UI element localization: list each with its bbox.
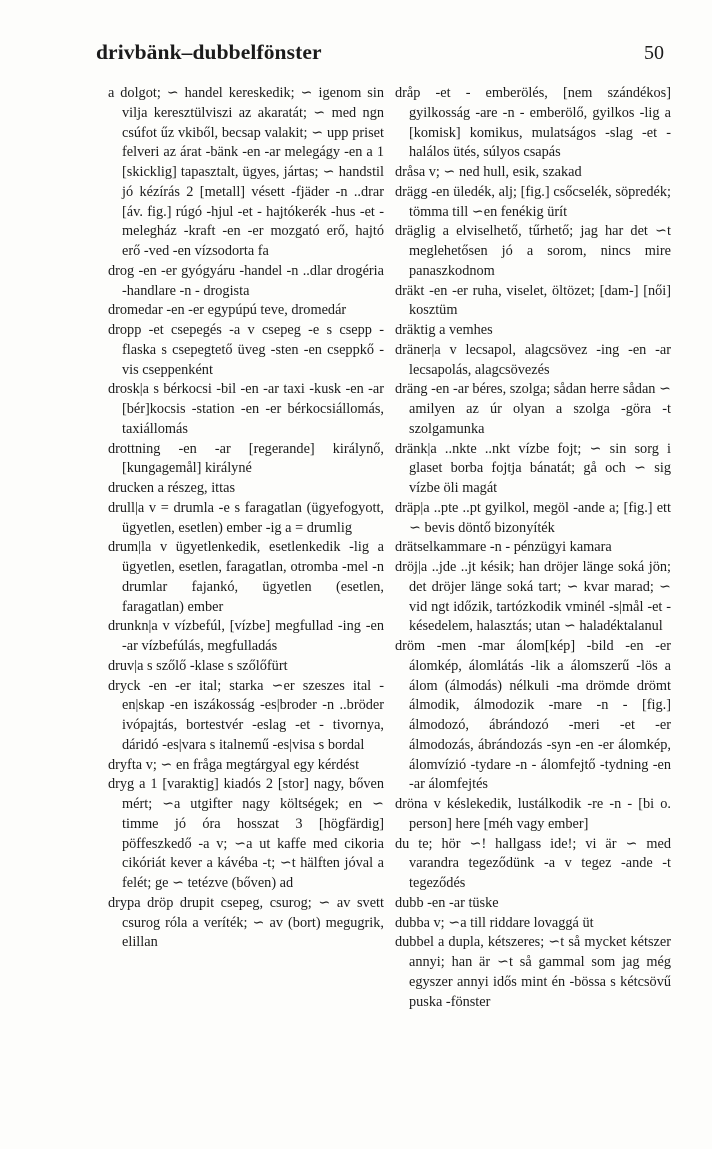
dictionary-entry: dryfta v; ∽ en fråga megtárgyal egy kérdést [108,756,360,773]
dictionary-entry: drottning -en -ar [regerande] királynő, [kungagemål] királyné [108,440,384,477]
dictionary-entry: dräkt -en -er ruha, viselet, öltözet; [dam-] [női] kosztüm [395,282,671,319]
dictionary-entry: drunkn|a v vízbefúl, [vízbe] megfullad -ing -en -ar vízbefúlás, megfulladás [108,618,384,654]
page-number: 50 [644,42,664,64]
dictionary-entry: drull|a v = drumla -e s faragatlan (ügyefogyott, ügyetlen, esetlen) ember -ig a = drumlig [108,499,384,536]
dictionary-entry: dräng -en -ar béres, szolga; sådan herre sådan ∽ amilyen az úr olyan a szolga -göra -t szolgamunka [395,381,671,437]
dictionary-entry: drätselkammare -n - pénzügyi kamara [395,539,612,556]
dictionary-entry: drucken a részeg, ittas [108,480,236,496]
dictionary-entry: dröm -men -mar álom[kép] -bild -en -er álomkép, álomlátás -lik a álomszerű -lös a álom (álmodás) nélkuli -ma drömde drömt álmodik, álmodozik -mare -n - [fig.] álmodozó, ábrándozó -meri -et -er álmodozás, ábrándozás -syn -en -er álomkép, álomvízió -tydare -n - álomfejtő -tydning -en -ar álomfejtés [395,638,671,793]
dictionary-entry: dräner|a v lecsapol, alagcsövez -ing -en -ar lecsapolás, alagcsövezés [395,341,671,378]
dictionary-entry: dråp -et - emberölés, [nem szándékos] gyilkosság -are -n - emberölő, gyilkos -lig a [komisk] komikus, mulatságos -slag -et - halálos ütés, súlyos csapás [395,85,671,161]
dictionary-entry: drägg -en üledék, alj; [fig.] csőcselék, söpredék; tömma till ∽en fenékig ürít [395,183,671,220]
dictionary-entry: drum|la v ügyetlenkedik, esetlenkedik -lig a ügyetlen, esetlen, faragatlan, otromba -mel -n drumlar fajankó, ügyetlen (esetlen, faragatlan) ember [108,539,384,615]
dictionary-entry: dromedar -en -er egypúpú teve, dromedár [108,302,347,319]
dictionary-entry: dropp -et csepegés -a v csepeg -e s csepp -flaska s csepegtető üveg -sten -en cseppkő -vis cseppenként [108,322,384,378]
dictionary-entry: dräktig a vemhes [395,322,493,338]
running-headwords: drivbänk–dubbelfönster [96,40,322,64]
dictionary-entry: drog -en -er gyógyáru -handel -n ..dlar drogéria -handlare -n - drogista [108,262,384,299]
dictionary-entry: drypa dröp drupit csepeg, csurog; ∽ av svett csurog róla a veríték; ∽ av (bort) megugrik, elillan [108,894,384,951]
dictionary-entry: dubb -en -ar tüske [395,894,499,911]
right-column [395,84,671,1012]
dictionary-entry: dubbel a dupla, kétszeres; ∽t så mycket kétszer annyi; han är ∽t så gammal som jag még egyszer annyi idős mint én -bössa s kétcsövű puska -fönster [395,934,671,1010]
dictionary-entry: dränk|a ..nkte ..nkt vízbe fojt; ∽ sin sorg i glaset borba fojtja bánatát; gå och ∽ sig vízbe öli magát [395,440,671,496]
left-column [108,84,384,953]
dictionary-entry: dröna v késlekedik, lustálkodik -re -n - [bi o. person] here [méh vagy ember] [395,796,671,832]
dictionary-entry: dråsa v; ∽ ned hull, esik, szakad [395,164,582,180]
dictionary-entry: dröj|a ..jde ..jt késik; han dröjer länge soká jön; det dröjer länge soká tart; ∽ kvar marad; ∽ vid ngt időzik, tartózkodik vminél -s|mål -et - késedelem, halasztás; utan ∽ haladéktalanul [395,559,671,635]
dictionary-entry: drosk|a s bérkocsi -bil -en -ar taxi -kusk -en -ar [bér]kocsis -station -en -er bérkocsiállomás, taxiállomás [108,381,384,437]
dictionary-entry: du te; hör ∽! hallgass ide!; vi är ∽ med varandra tegeződünk -a v tegez -ande -t tegeződés [395,835,671,891]
page-header [96,40,664,70]
dictionary-entry: dräglig a elviselhető, tűrhető; jag har det ∽t meglehetősen jó a sorom, nincs mire panaszkodnom [395,223,671,279]
dictionary-entry: druv|a s szőlő -klase s szőlőfürt [108,657,288,674]
dictionary-entry: dräp|a ..pte ..pt gyilkol, megöl -ande a; [fig.] ett ∽ bevis döntő bizonyíték [395,499,671,536]
dictionary-entry: dryg a 1 [varaktig] kiadós 2 [stor] nagy, bőven mért; ∽a utgifter nagy költségek; en ∽ timme jó óra hosszat 3 [högfärdig] pöffeszkedő -a v; ∽a ut kaffe med cikoria cikóriát kever a kávéba -t; ∽t hälften jóval a felét; ge ∽ tetézve (bőven) ad [108,776,384,891]
dictionary-entry: a dolgot; ∽ handel kereskedik; ∽ igenom sin vilja keresztülviszi az akaratát; ∽ med ngn csúfot űz vkiből, becsap valakit; ∽ upp priset felveri az árat -bänk -en -ar melegágy -en a 1 [skicklig] tapasztalt, ügyes, jártas; ∽ handstil jó kézírás 2 [metall] vésett -fjäder -n ..drar [áv. fig.] rúgó -hjul -et - hajtókerék -hus -et - melegház -kraft -en -er mozgató erő, hajtó erő -ved -en vízsodorta fa [108,85,384,259]
dictionary-entry: dryck -en -er ital; starka ∽er szeszes ital -en|skap -en iszákosság -es|broder -n ..bröder ivópajtás, bortestvér -eslag -et - tivornya, dáridó -es|vara s italnemű -es|visa s bordal [108,677,384,753]
dictionary-entry: dubba v; ∽a till riddare lovaggá üt [395,914,594,931]
